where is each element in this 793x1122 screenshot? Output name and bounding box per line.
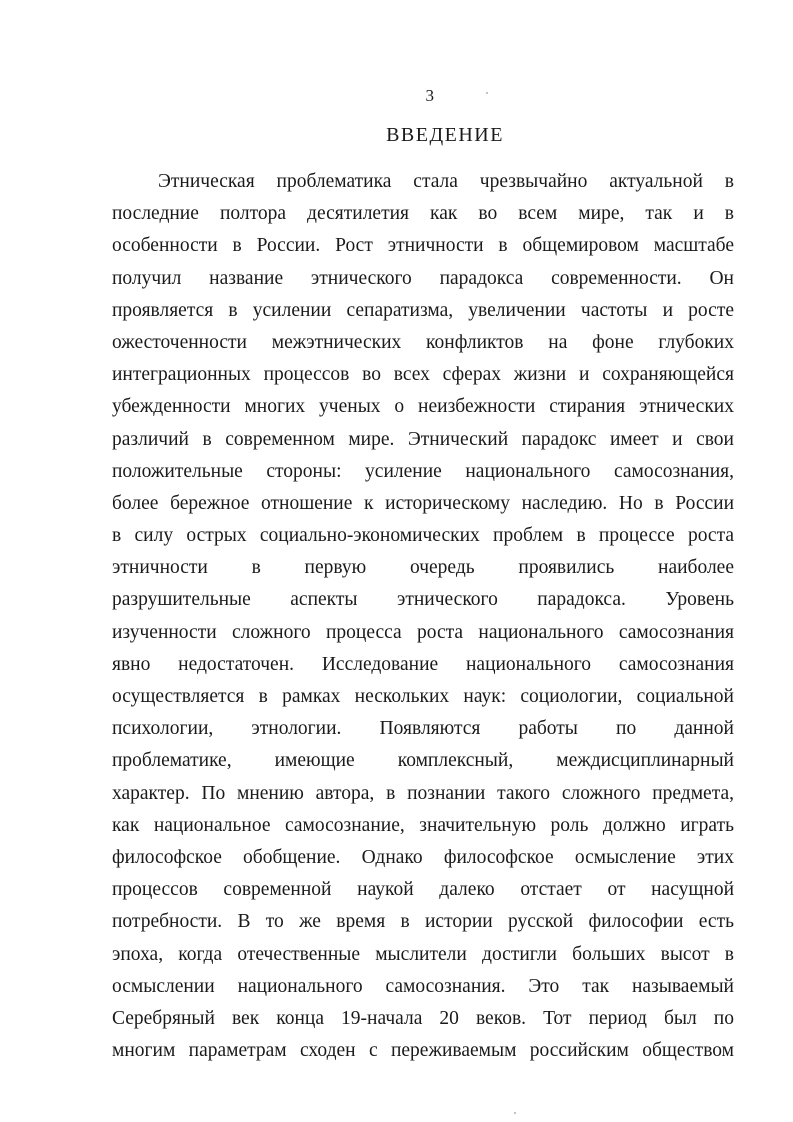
text-line: осуществляется в рамках нескольких наук: социологии, социальной [112,686,734,707]
text-line: психологии, этнологии. Появляются работы по данной [112,718,734,740]
text-line: этничности в первую очередь проявились наиболее [112,557,734,579]
text-line: изученности сложного процесса роста национального самосознания [112,621,734,643]
scan-speck [514,1112,516,1114]
text-line: ожесточенности межэтнических конфликтов на фоне глубоких [112,331,734,353]
text-line: осмыслении национального самосознания. Это так называемый [112,975,734,997]
text-line: различий в современном мире. Этнический парадокс имеет и свои [112,428,734,450]
text-line: в силу острых социально-экономических проблем в процессе роста [112,525,734,547]
text-line: Серебряный век конца 19-начала 20 веков. Тот период был по [112,1007,734,1029]
scan-speck [486,92,488,94]
text-line: проявляется в усилении сепаратизма, увеличении частоты и росте [112,299,734,321]
text-line: характер. По мнению автора, в познании такого сложного предмета, [112,782,734,804]
text-line: проблематике, имеющие комплексный, междисциплинарный [112,750,734,772]
text-line: убежденности многих ученых о неизбежности стирания этнических [112,396,734,418]
text-line: разрушительные аспекты этнического парадокса. Уровень [112,589,734,611]
text-line: процессов современной наукой далеко отстает от насущной [112,879,734,901]
text-line: эпоха, когда отечественные мыслители достигли больших высот в [112,943,734,965]
text-line: интеграционных процессов во всех сферах жизни и сохраняющейся [112,364,734,386]
text-line: многим параметрам сходен с переживаемым российским обществом [112,1040,734,1062]
text-line: получил название этнического парадокса современности. Он [112,267,734,289]
text-line: положительные стороны: усиление национального самосознания, [112,460,734,482]
body-text [112,166,734,1067]
text-line: последние полтора десятилетия как во всем мире, так и в [112,203,734,225]
text-line: потребности. В то же время в истории русской философии есть [112,911,734,933]
text-line: философское обобщение. Однако философское осмысление этих [112,846,734,868]
text-line: как национальное самосознание, значительную роль должно играть [112,814,734,836]
page-number: 3 [425,86,435,105]
text-line: явно недостаточен. Исследование национального самосознания [112,653,734,675]
text-line: особенности в России. Рост этничности в общемировом масштабе [112,235,734,257]
section-heading: ВВЕДЕНИЕ [386,124,504,146]
text-line: Этническая проблематика стала чрезвычайно актуальной в [158,171,734,192]
text-line: более бережное отношение к историческому наследию. Но в России [112,492,734,514]
